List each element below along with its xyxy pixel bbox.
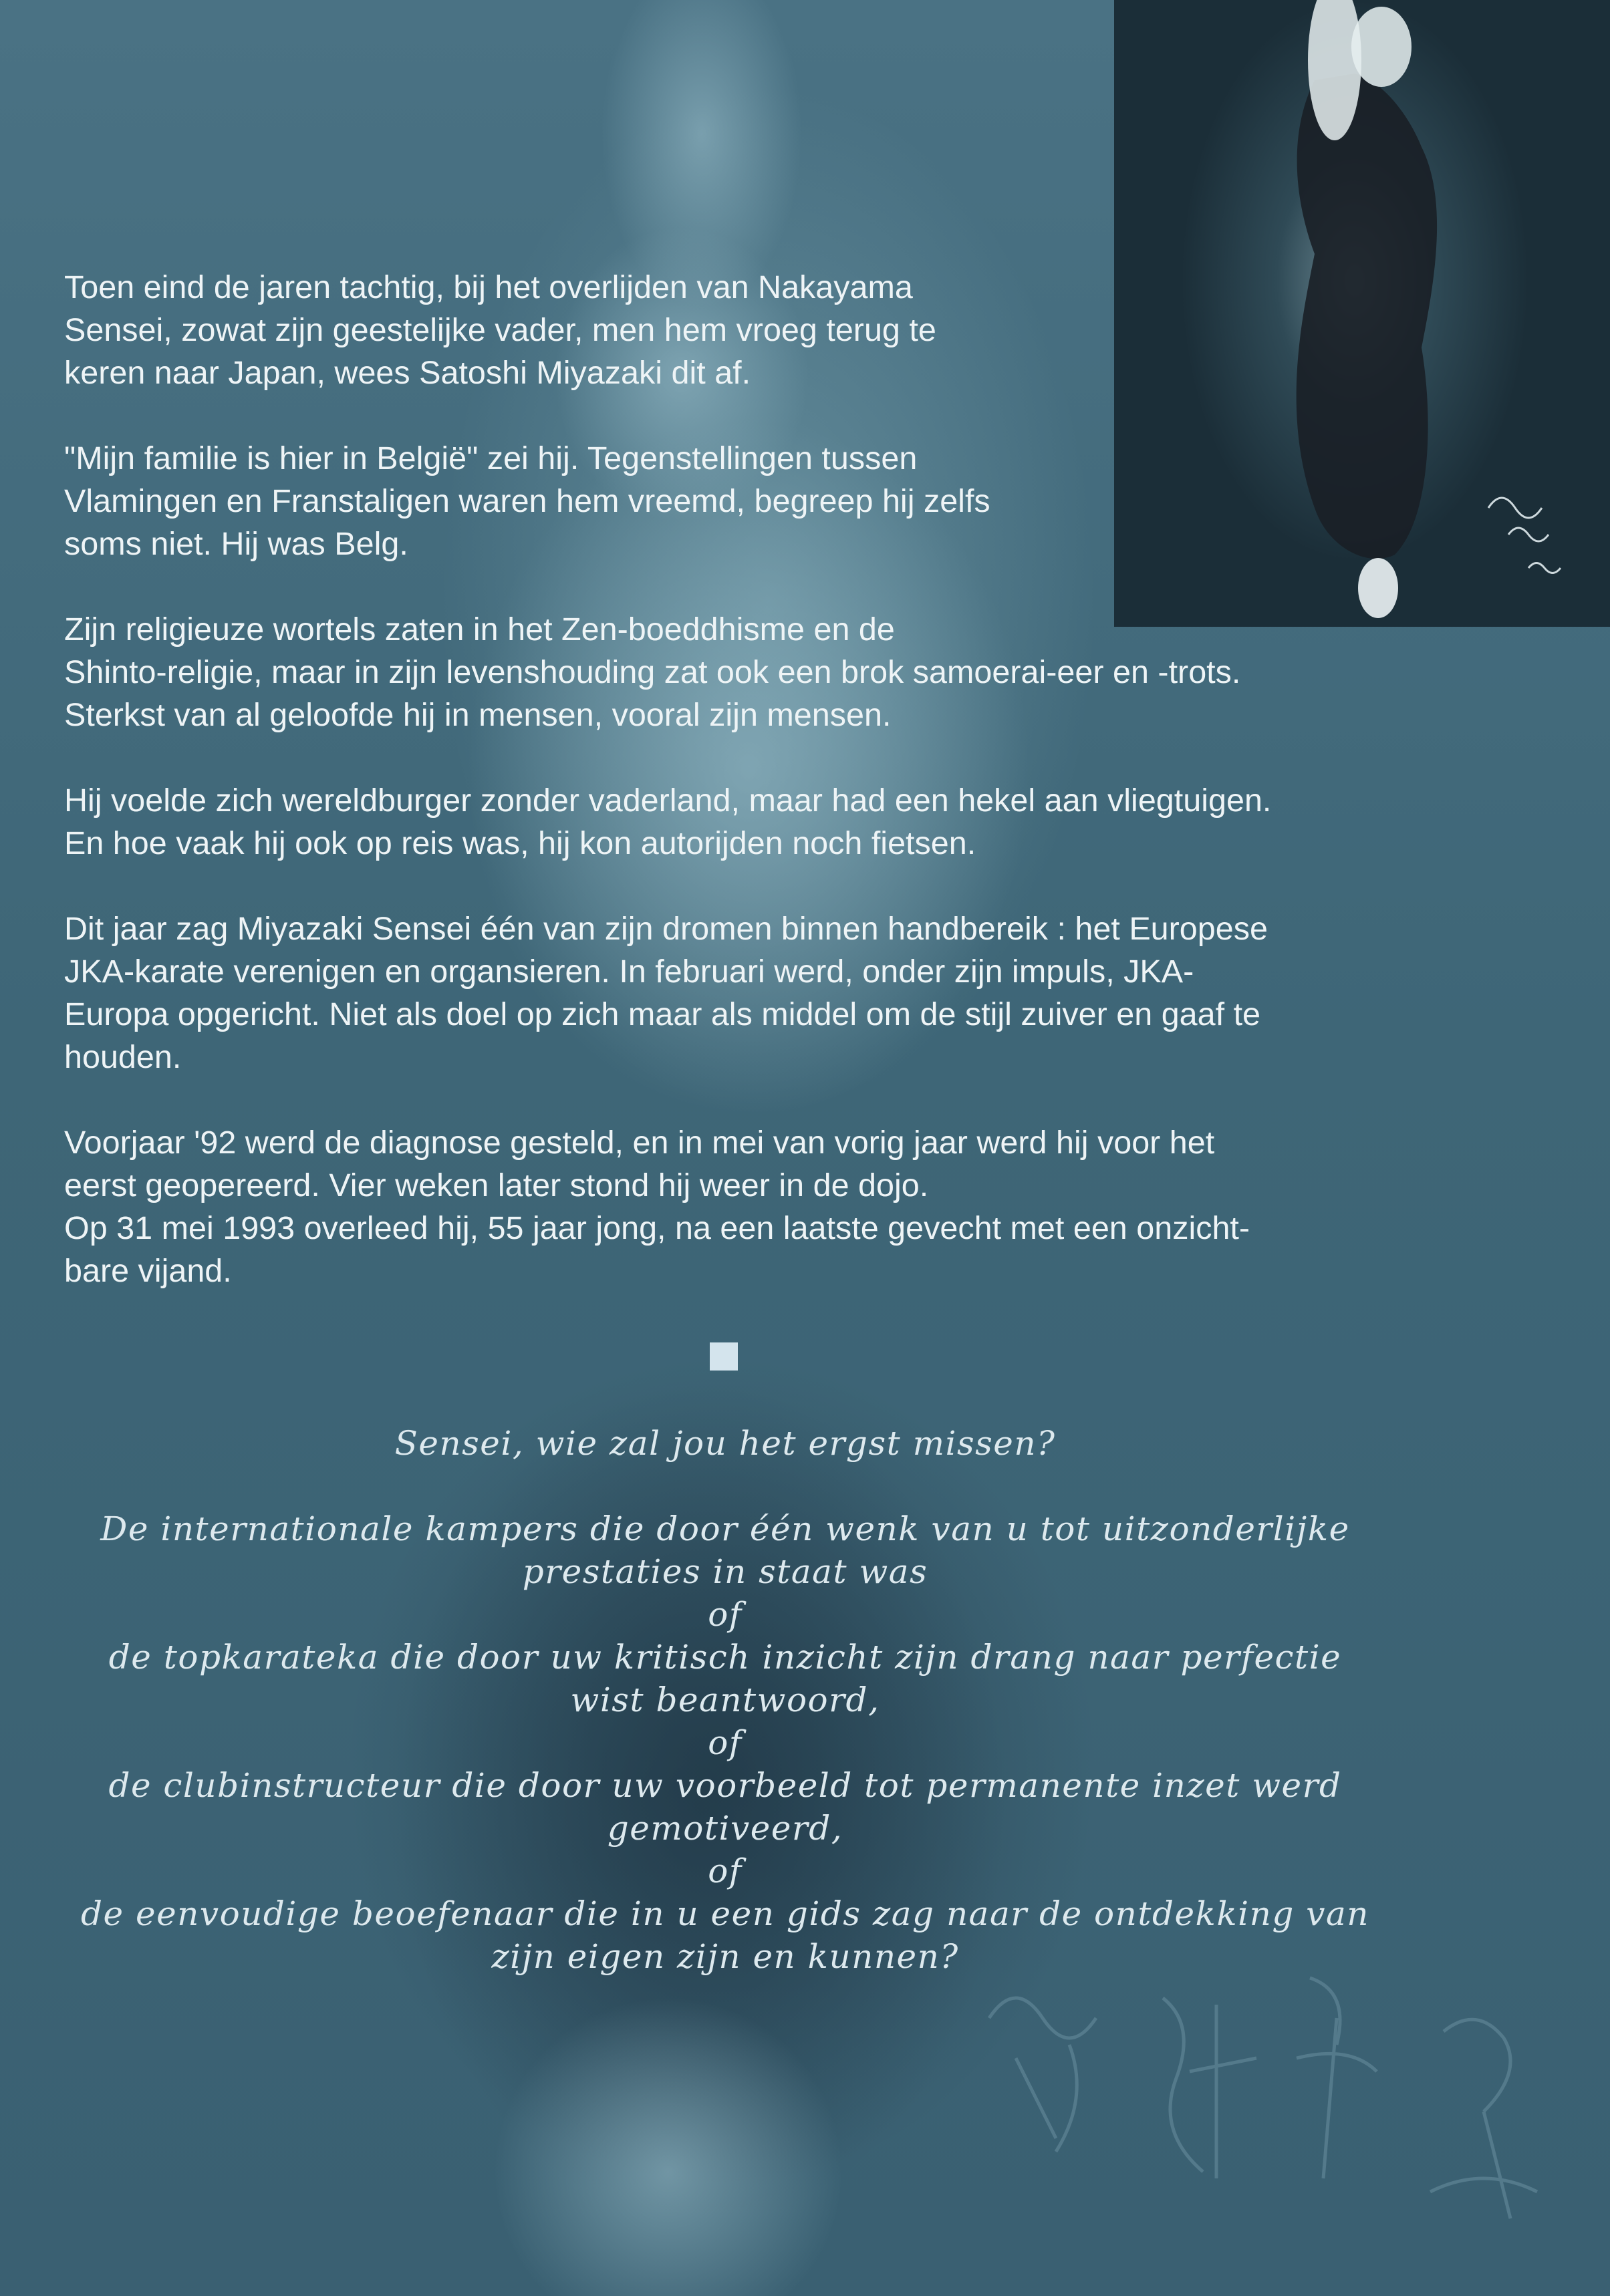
poem-line: of bbox=[708, 1852, 743, 1890]
poem-line: prestaties in staat was bbox=[522, 1552, 928, 1591]
signature-calligraphy bbox=[936, 1938, 1610, 2296]
body-text bbox=[64, 266, 1414, 1335]
poem-line: gemotiveerd, bbox=[607, 1809, 843, 1848]
paragraph: Voorjaar '92 werd de diagnose gesteld, en in mei van vorig jaar werd hij voor het eerst geopereerd. Vier weken later stond hij weer in de dojo. Op 31 mei 1993 overleed hij, 55 jaar jong, na een laatste gevecht met een onzicht- bare vijand. bbox=[64, 1125, 1250, 1289]
paragraph: Dit jaar zag Miyazaki Sensei één van zijn dromen binnen handbereik : het Europese JKA-karate verenigen en organsieren. In februari werd, onder zijn impuls, JKA- Europa opgericht. Niet als doel op zich maar als middel om de stijl zuiver en gaaf te houden. bbox=[64, 911, 1268, 1075]
poem bbox=[40, 1422, 1410, 1978]
poem-line: de clubinstructeur die door uw voorbeeld tot permanente inzet werd bbox=[108, 1766, 1342, 1805]
poem-line: of bbox=[708, 1595, 743, 1634]
paragraph: Hij voelde zich wereldburger zonder vaderland, maar had een hekel aan vliegtuigen. En hoe vaak hij ook op reis was, hij kon autorijden noch fietsen. bbox=[64, 782, 1272, 861]
poem-line: de eenvoudige beoefenaar die in u een gids zag naar de ontdekking van bbox=[80, 1894, 1369, 1933]
poem-line: of bbox=[708, 1723, 743, 1762]
poem-line: de topkarateka die door uw kritisch inzicht zijn drang naar perfectie bbox=[108, 1638, 1342, 1677]
paragraph: Zijn religieuze wortels zaten in het Zen-boeddhisme en de Shinto-religie, maar in zijn levenshouding zat ook een brok samoerai-eer en -trots. Sterkst van al geloofde hij in mensen, vooral zijn mensen. bbox=[64, 611, 1241, 733]
paragraph: Toen eind de jaren tachtig, bij het overlijden van Nakayama Sensei, zowat zijn geestelijke vader, men hem vroeg terug te keren naar Japan, wees Satoshi Miyazaki dit af. bbox=[64, 269, 936, 391]
poem-line: De internationale kampers die door één wenk van u tot uitzonderlijke bbox=[100, 1510, 1350, 1548]
divider-square bbox=[710, 1342, 738, 1371]
poem-line: zijn eigen zijn en kunnen? bbox=[491, 1937, 959, 1976]
poem-heading: Sensei, wie zal jou het ergst missen? bbox=[394, 1424, 1056, 1463]
paragraph: "Mijn familie is hier in België" zei hij. Tegenstellingen tussen Vlamingen en Franstaligen waren hem vreemd, begreep hij zelfs soms niet. Hij was Belg. bbox=[64, 440, 990, 562]
poem-line: wist beantwoord, bbox=[570, 1681, 880, 1719]
